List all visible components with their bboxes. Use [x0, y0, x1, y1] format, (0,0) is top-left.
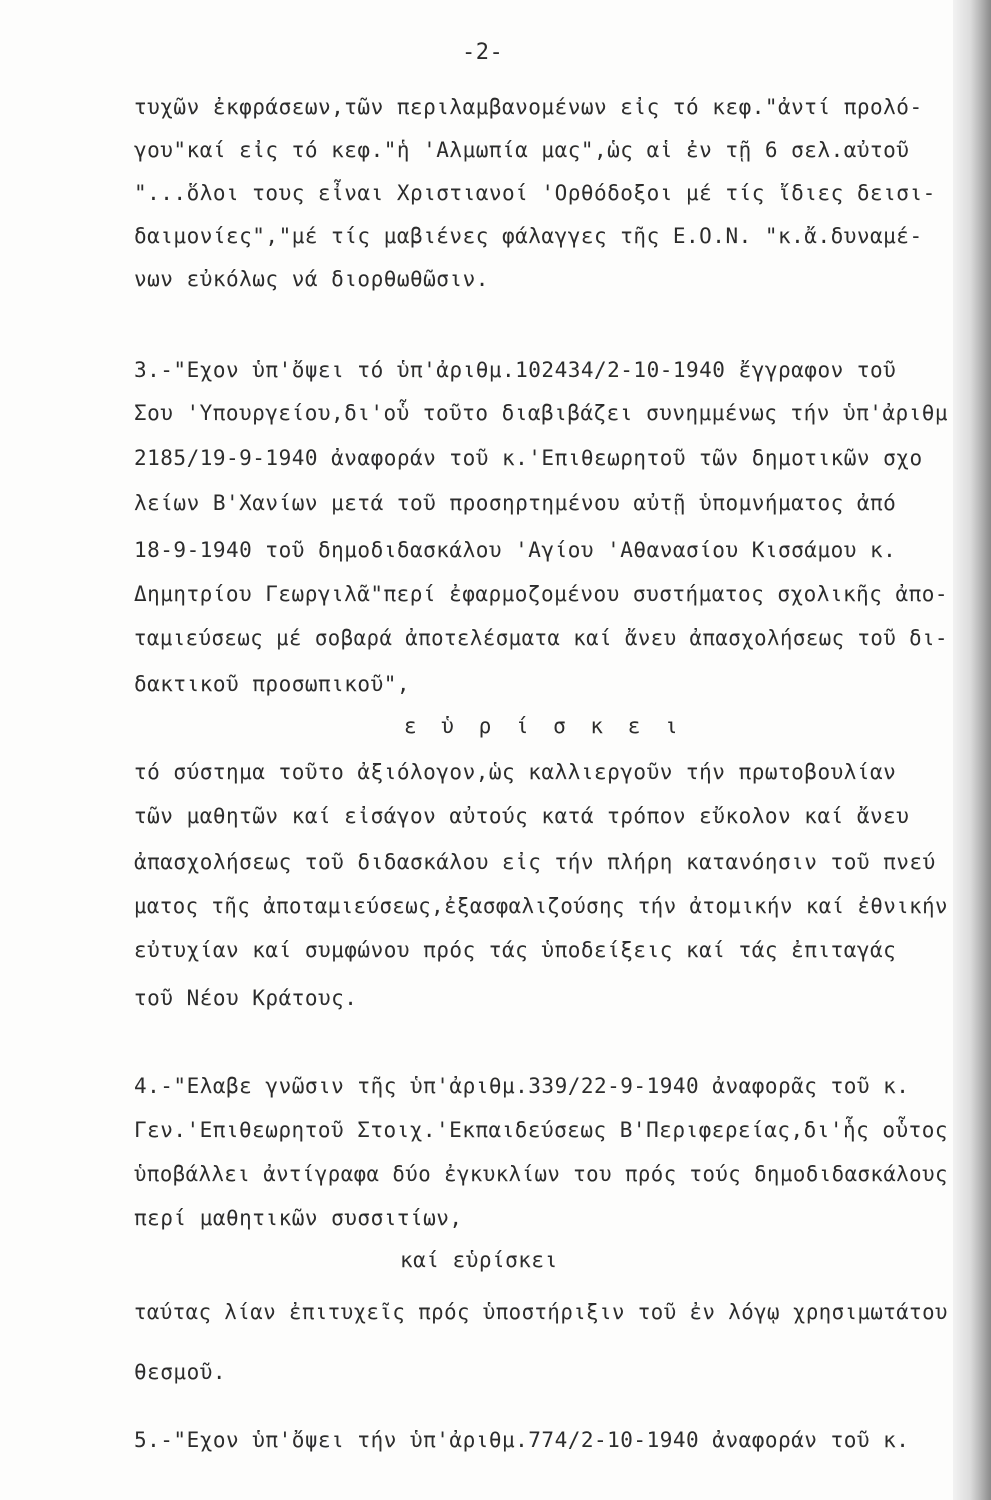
text-line: ὑποβάλλει ἀντίγραφα δύο ἐγκυκλίων του πρός τούς δημοδιδασκάλους — [134, 1162, 948, 1186]
text-line: 3.-"Εχον ὑπ'ὄψει τό ὑπ'ἀριθμ.102434/2-10-1940 ἔγγραφον τοῦ — [134, 358, 897, 382]
text-line: δαιμονίες","μέ τίς μαβιένες φάλαγγες τῆς Ε.Ο.Ν. "κ.ἄ.δυναμέ- — [134, 224, 923, 248]
text-line: 5.-"Εχον ὑπ'ὄψει τήν ὑπ'ἀριθμ.774/2-10-1940 ἀναφοράν τοῦ κ. — [134, 1428, 910, 1452]
text-line: περί μαθητικῶν συσσιτίων, — [134, 1206, 463, 1230]
verb-finding: καί εὑρίσκει — [400, 1248, 558, 1272]
text-line: ἀπασχολήσεως τοῦ διδασκάλου εἰς τήν πλήρη κατανόησιν τοῦ πνεύ — [134, 850, 936, 874]
page-edge-shadow — [953, 0, 991, 1500]
text-line: ταύτας λίαν ἐπιτυχεῖς πρός ὑποστήριξιν τοῦ ἐν λόγῳ χρησιμωτάτου — [134, 1300, 948, 1324]
text-line: τῶν μαθητῶν καί εἰσάγον αὐτούς κατά τρόπον εὔκολον καί ἄνευ — [134, 804, 910, 828]
text-line: δακτικοῦ προσωπικοῦ", — [134, 672, 411, 696]
text-line: 4.-"Ελαβε γνῶσιν τῆς ὑπ'ἀριθμ.339/22-9-1940 ἀναφορᾶς τοῦ κ. — [134, 1074, 910, 1098]
text-line: λείων Β'Χανίων μετά τοῦ προσηρτημένου αὐτῇ ὑπομνήματος ἀπό — [134, 491, 897, 515]
verb-finding: ε ὑ ρ ί σ κ ε ι — [404, 714, 684, 738]
text-line: τό σύστημα τοῦτο ἀξιόλογον,ὡς καλλιεργοῦν τήν πρωτοβουλίαν — [134, 760, 897, 784]
text-line: θεσμοῦ. — [134, 1360, 227, 1384]
text-line: 2185/19-9-1940 ἀναφοράν τοῦ κ.'Επιθεωρητοῦ τῶν δημοτικῶν σχο — [134, 446, 923, 470]
text-line: νων εὐκόλως νά διορθωθῶσιν. — [134, 267, 489, 291]
text-line: εὐτυχίαν καί συμφώνου πρός τάς ὑποδείξεις καί τάς ἐπιταγάς — [134, 938, 897, 962]
text-line: Δημητρίου Γεωργιλᾶ"περί ἐφαρμοζομένου συστήματος σχολικῆς ἀπο- — [134, 582, 949, 606]
page-number: -2- — [462, 40, 504, 65]
text-line: τοῦ Νέου Κράτους. — [134, 986, 358, 1010]
text-line: Σου 'Υπουργείου,δι'οὗ τοῦτο διαβιβάζει συνημμένως τήν ὑπ'ἀριθμ — [134, 401, 949, 425]
text-line: Γεν.'Επιθεωρητοῦ Στοιχ.'Εκπαιδεύσεως Β'Περιφερείας,δι'ἧς οὗτος — [134, 1118, 949, 1142]
text-line: ματος τῆς ἀποταμιεύσεως,ἐξασφαλιζούσης τήν ἀτομικήν καί ἐθνικήν — [134, 894, 948, 918]
text-line: "...ὅλοι τους εἶναι Χριστιανοί 'Ορθόδοξοι μέ τίς ἴδιες δεισι- — [134, 181, 936, 205]
text-line: ταμιεύσεως μέ σοβαρά ἀποτελέσματα καί ἄνευ ἀπασχολήσεως τοῦ δι- — [134, 626, 948, 650]
text-line: γου"καί εἰς τό κεφ."ἡ 'Αλμωπία μας",ὡς αἱ ἐν τῇ 6 σελ.αὐτοῦ — [134, 138, 910, 162]
text-line: 18-9-1940 τοῦ δημοδιδασκάλου 'Αγίου 'Αθανασίου Κισσάμου κ. — [134, 538, 897, 562]
text-line: τυχῶν ἐκφράσεων,τῶν περιλαμβανομένων εἰς τό κεφ."ἀντί προλό- — [134, 95, 923, 119]
